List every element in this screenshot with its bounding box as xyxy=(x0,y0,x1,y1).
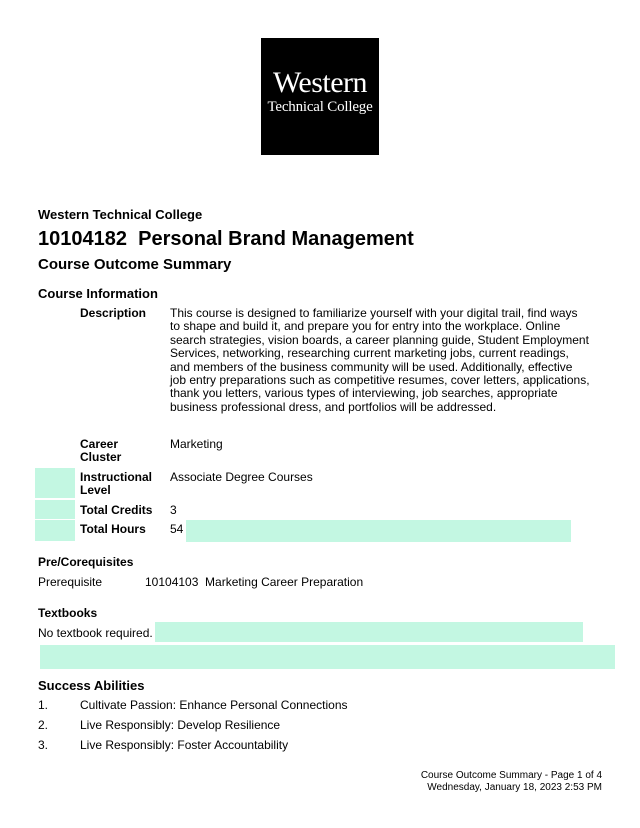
course-name: Personal Brand Management xyxy=(138,228,414,250)
total-hours-value: 54 xyxy=(170,522,184,536)
highlight-block xyxy=(35,500,75,519)
footer-timestamp: Wednesday, January 18, 2023 2:53 PM xyxy=(427,782,602,793)
highlight-block xyxy=(186,520,571,542)
course-number: 10104182 xyxy=(38,228,127,250)
instructional-level-value: Associate Degree Courses xyxy=(170,470,313,484)
textbooks-heading: Textbooks xyxy=(38,606,98,620)
highlight-block xyxy=(35,468,75,498)
course-information-heading: Course Information xyxy=(38,286,158,301)
highlight-block xyxy=(40,645,615,669)
list-item-number: 1. xyxy=(38,698,49,712)
prerequisite-course: 10104103 Marketing Career Preparation xyxy=(145,575,364,589)
highlight-block xyxy=(35,520,75,541)
description-text: This course is designed to familiarize yourself with your digital trail, find ways to shape and build it, and prepare you for entry into the workplace. Online search strategies, vision boards, a career planning guide, Student Employment Services, networking, researching current marketing jobs, current readings, and members of the business community will be used. Additionally, effective job entry preparations such as competitive resumes, cover letters, applications, thank you letters, various types of interviewing, job searches, appropriate business professional dress, and portfolios will be addressed. xyxy=(170,306,590,414)
textbooks-text: No textbook required. xyxy=(38,626,153,640)
highlight-block xyxy=(155,622,583,642)
list-item: Live Responsibly: Develop Resilience xyxy=(80,718,281,732)
total-credits-label: Total Credits xyxy=(80,503,153,517)
list-item: Live Responsibly: Foster Accountability xyxy=(80,738,289,752)
success-abilities-heading: Success Abilities xyxy=(38,678,145,693)
logo-line-1: Western xyxy=(272,66,368,99)
list-item-number: 3. xyxy=(38,738,49,752)
college-name: Western Technical College xyxy=(38,207,203,222)
total-hours-label: Total Hours xyxy=(80,522,146,536)
list-item-number: 2. xyxy=(38,718,49,732)
footer-page-info: Course Outcome Summary - Page 1 of 4 xyxy=(420,770,602,781)
career-cluster-value: Marketing xyxy=(170,437,223,451)
college-logo xyxy=(261,38,379,155)
page-footer xyxy=(421,770,602,794)
logo-line-2: Technical College xyxy=(267,99,373,115)
list-item: Cultivate Passion: Enhance Personal Connections xyxy=(80,698,348,712)
career-cluster-label: Career Cluster xyxy=(80,437,122,464)
total-credits-value: 3 xyxy=(170,503,177,517)
page-title xyxy=(38,228,414,251)
prerequisite-type: Prerequisite xyxy=(38,575,103,589)
description-label: Description xyxy=(80,306,147,320)
instructional-level-label: Instructional Level xyxy=(80,470,153,497)
page-subtitle: Course Outcome Summary xyxy=(38,256,232,273)
prerequisites-heading: Pre/Corequisites xyxy=(38,555,134,569)
